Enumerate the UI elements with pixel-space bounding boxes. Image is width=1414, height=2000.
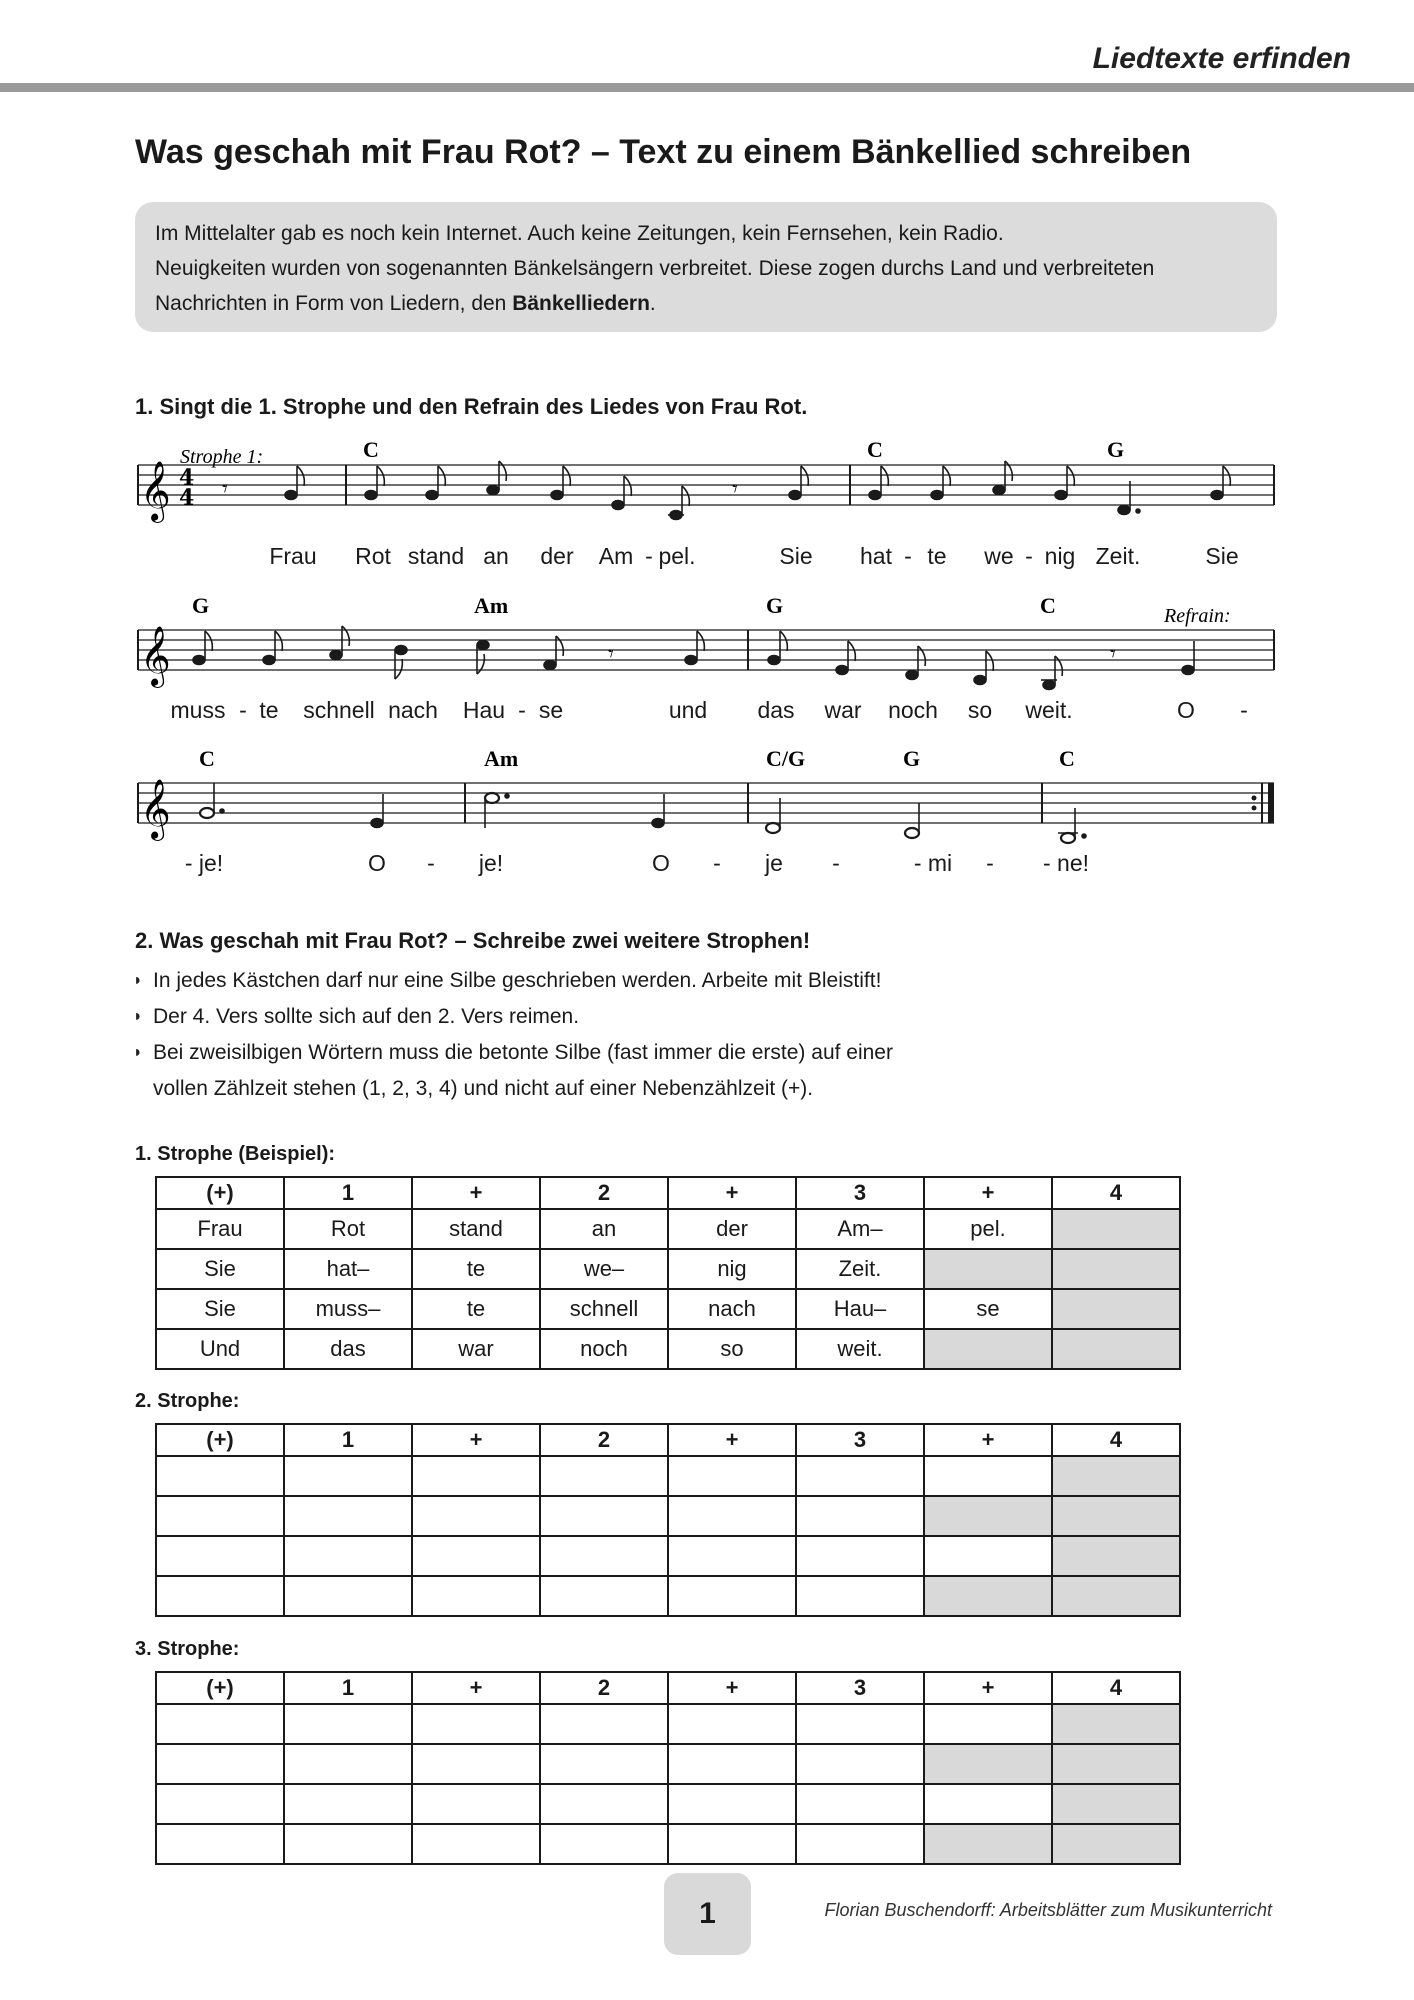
table-cell: Rot <box>284 1209 412 1249</box>
chord: G <box>1107 440 1125 462</box>
task2-heading: 2. Was geschah mit Frau Rot? – Schreibe zwei weitere Strophen! <box>135 928 811 953</box>
header-cell: + <box>924 1424 1052 1456</box>
table-row <box>156 1704 1180 1744</box>
writing-cell[interactable] <box>540 1576 668 1616</box>
writing-cell[interactable] <box>668 1576 796 1616</box>
table-header-row <box>156 1672 1180 1704</box>
table-cell: nig <box>668 1249 796 1289</box>
list-item-continuation: vollen Zählzeit stehen (1, 2, 3, 4) und nicht auf einer Nebenzählzeit (+). <box>153 1077 814 1100</box>
time-signature-top: 4 <box>179 465 195 491</box>
syllable: te <box>927 543 947 569</box>
header-title: Liedtexte erfinden <box>1092 42 1351 75</box>
writing-cell[interactable] <box>924 1456 1052 1496</box>
syllable: Sie <box>1205 543 1239 569</box>
table-cell: pel. <box>924 1209 1052 1249</box>
writing-cell[interactable] <box>668 1784 796 1824</box>
writing-cell[interactable] <box>412 1576 540 1616</box>
writing-cell[interactable] <box>668 1536 796 1576</box>
header-cell: 2 <box>540 1424 668 1456</box>
table-row <box>156 1456 1180 1496</box>
chord: Am <box>474 595 509 618</box>
syllable: Sie <box>779 543 813 569</box>
syllable: - <box>713 850 721 876</box>
table-row <box>156 1576 1180 1616</box>
bullet-icon: ◗ <box>133 972 143 989</box>
chord: C <box>199 748 215 771</box>
writing-cell[interactable] <box>540 1744 668 1784</box>
writing-cell[interactable] <box>284 1824 412 1864</box>
strophe3-label: 3. Strophe: <box>135 1638 240 1660</box>
table-row <box>156 1536 1180 1576</box>
header-cell: + <box>668 1672 796 1704</box>
lyrics-line-1 <box>0 543 1414 579</box>
syllable: noch <box>888 697 938 723</box>
table-cell: Frau <box>156 1209 284 1249</box>
header-cell: + <box>924 1672 1052 1704</box>
writing-cell[interactable] <box>924 1744 1052 1784</box>
table-cell: so <box>668 1329 796 1369</box>
list-item: ◗ In jedes Kästchen darf nur eine Silbe geschrieben werden. Arbeite mit Bleistift! <box>133 963 893 999</box>
table-cell: Zeit. <box>796 1249 924 1289</box>
header-cell: 2 <box>540 1672 668 1704</box>
writing-cell[interactable] <box>796 1496 924 1536</box>
writing-cell[interactable] <box>284 1496 412 1536</box>
writing-cell[interactable] <box>796 1456 924 1496</box>
info-bold-term: Bänkelliedern <box>512 292 650 315</box>
header-cell: + <box>412 1424 540 1456</box>
table-cell: stand <box>412 1209 540 1249</box>
syllable: O <box>1177 697 1195 723</box>
table-cell: Hau– <box>796 1289 924 1329</box>
strophe-label: Strophe 1: <box>180 446 264 468</box>
writing-cell[interactable] <box>668 1824 796 1864</box>
table-cell: an <box>540 1209 668 1249</box>
syllable: - ne! <box>1042 850 1090 876</box>
table-cell <box>1052 1249 1180 1289</box>
notes <box>285 461 1230 520</box>
writing-cell[interactable] <box>540 1496 668 1536</box>
writing-cell[interactable] <box>284 1536 412 1576</box>
info-box <box>135 202 1277 332</box>
strophe2-table <box>155 1423 1181 1617</box>
writing-cell[interactable] <box>796 1536 924 1576</box>
writing-cell[interactable] <box>540 1784 668 1824</box>
rest-icon: 𝄾 <box>732 477 738 502</box>
strophe1-label: 1. Strophe (Beispiel): <box>135 1143 336 1165</box>
writing-cell[interactable] <box>412 1536 540 1576</box>
syllable: - <box>904 543 912 569</box>
notes <box>193 626 1194 690</box>
task1-heading: 1. Singt die 1. Strophe und den Refrain des Liedes von Frau Rot. <box>135 394 808 419</box>
table-row <box>156 1744 1180 1784</box>
strophe3-table <box>155 1671 1181 1865</box>
refrain-label: Refrain: <box>1164 605 1231 627</box>
table-header-row <box>156 1424 1180 1456</box>
info-line: Nachrichten in Form von Liedern, den Bänkelliedern. <box>155 292 656 315</box>
table-header-row <box>156 1177 1180 1209</box>
table-row <box>156 1784 1180 1824</box>
writing-cell[interactable] <box>412 1456 540 1496</box>
writing-cell[interactable] <box>412 1784 540 1824</box>
strophe2-label: 2. Strophe: <box>135 1390 240 1412</box>
table-cell: Und <box>156 1329 284 1369</box>
chord: C <box>363 440 379 462</box>
writing-cell[interactable] <box>156 1824 284 1864</box>
header-cell: 3 <box>796 1672 924 1704</box>
info-line: Im Mittelalter gab es noch kein Internet. Auch keine Zeitungen, kein Fernsehen, kein Radio. <box>155 222 1004 245</box>
table-cell <box>1052 1329 1180 1369</box>
syllable: je <box>765 850 783 876</box>
table-row <box>156 1329 1180 1369</box>
table-cell: se <box>924 1289 1052 1329</box>
writing-cell[interactable] <box>796 1576 924 1616</box>
writing-cell[interactable] <box>284 1456 412 1496</box>
syllable: Zeit. <box>1095 543 1141 569</box>
syllable: - <box>1025 543 1033 569</box>
writing-cell[interactable] <box>1052 1824 1180 1864</box>
table-cell: Sie <box>156 1249 284 1289</box>
syllable: und <box>668 697 708 723</box>
header-cell: 1 <box>284 1672 412 1704</box>
writing-cell[interactable] <box>156 1784 284 1824</box>
syllable: stand <box>407 543 465 569</box>
table-cell <box>1052 1289 1180 1329</box>
header-rule <box>0 83 1414 92</box>
syllable: - <box>518 697 526 723</box>
writing-cell[interactable] <box>1052 1496 1180 1536</box>
bullet-icon: ◗ <box>133 1044 143 1061</box>
score-system-1 <box>130 440 1290 550</box>
writing-cell[interactable] <box>924 1704 1052 1744</box>
writing-cell[interactable] <box>284 1784 412 1824</box>
writing-cell[interactable] <box>1052 1704 1180 1744</box>
chord: C <box>1059 748 1075 771</box>
writing-cell[interactable] <box>540 1456 668 1496</box>
syllable: we <box>984 543 1014 569</box>
list-item: ◗ Der 4. Vers sollte sich auf den 2. Vers reimen. <box>133 999 893 1035</box>
writing-cell[interactable] <box>156 1744 284 1784</box>
table-cell <box>924 1249 1052 1289</box>
table-cell: te <box>412 1289 540 1329</box>
repeat-dot <box>1252 806 1257 811</box>
table-cell: war <box>412 1329 540 1369</box>
header-cell: (+) <box>156 1424 284 1456</box>
writing-cell[interactable] <box>668 1744 796 1784</box>
writing-cell[interactable] <box>924 1784 1052 1824</box>
syllable: - <box>1240 697 1248 723</box>
writing-cell[interactable] <box>156 1576 284 1616</box>
writing-cell[interactable] <box>796 1824 924 1864</box>
syllable: Am <box>598 543 634 569</box>
chord: C <box>1040 595 1056 618</box>
writing-cell[interactable] <box>412 1824 540 1864</box>
syllable: pel. <box>658 543 696 569</box>
table-cell: schnell <box>540 1289 668 1329</box>
writing-cell[interactable] <box>412 1744 540 1784</box>
rest-icon: 𝄾 <box>222 477 228 502</box>
final-barline <box>1268 783 1274 823</box>
syllable: so <box>967 697 993 723</box>
table-cell: muss– <box>284 1289 412 1329</box>
time-signature-bottom: 4 <box>179 485 195 511</box>
table-cell: Am– <box>796 1209 924 1249</box>
header-cell: 2 <box>540 1177 668 1209</box>
header-cell: 3 <box>796 1424 924 1456</box>
rest-icon: 𝄾 <box>1110 642 1116 667</box>
writing-cell[interactable] <box>156 1704 284 1744</box>
lyrics-line-2 <box>0 697 1414 733</box>
syllable: weit. <box>1025 697 1073 723</box>
writing-cell[interactable] <box>540 1704 668 1744</box>
writing-cell[interactable] <box>796 1744 924 1784</box>
chord: C/G <box>766 748 806 771</box>
table-cell: we– <box>540 1249 668 1289</box>
table-cell <box>1052 1209 1180 1249</box>
writing-cell[interactable] <box>1052 1536 1180 1576</box>
header-cell: + <box>668 1424 796 1456</box>
syllable: war <box>824 697 862 723</box>
syllable: der <box>540 543 574 569</box>
table-row <box>156 1209 1180 1249</box>
table-cell: hat– <box>284 1249 412 1289</box>
writing-cell[interactable] <box>1052 1456 1180 1496</box>
writing-cell[interactable] <box>796 1784 924 1824</box>
syllable: hat <box>860 543 892 569</box>
syllable: - <box>986 850 994 876</box>
writing-cell[interactable] <box>412 1704 540 1744</box>
header-cell: 1 <box>284 1424 412 1456</box>
syllable: nig <box>1044 543 1076 569</box>
writing-cell[interactable] <box>156 1456 284 1496</box>
syllable: O <box>368 850 386 876</box>
table-cell: weit. <box>796 1329 924 1369</box>
writing-cell[interactable] <box>540 1824 668 1864</box>
syllable: - <box>427 850 435 876</box>
score-system-2 <box>130 595 1290 705</box>
writing-cell[interactable] <box>1052 1576 1180 1616</box>
header-cell: 3 <box>796 1177 924 1209</box>
syllable: - <box>645 543 653 569</box>
writing-cell[interactable] <box>284 1744 412 1784</box>
table-row <box>156 1249 1180 1289</box>
syllable: Frau <box>269 543 317 569</box>
table-cell: te <box>412 1249 540 1289</box>
table-row <box>156 1496 1180 1536</box>
syllable: se <box>538 697 564 723</box>
syllable: Hau <box>462 697 506 723</box>
chord: Am <box>484 748 519 771</box>
table-row <box>156 1824 1180 1864</box>
syllable: muss <box>170 697 226 723</box>
chord: G <box>903 748 921 771</box>
writing-cell[interactable] <box>924 1496 1052 1536</box>
syllable: - je! <box>184 850 224 876</box>
writing-cell[interactable] <box>796 1704 924 1744</box>
lyrics-line-3 <box>0 850 1414 886</box>
table-cell: noch <box>540 1329 668 1369</box>
writing-cell[interactable] <box>924 1576 1052 1616</box>
table-cell: Sie <box>156 1289 284 1329</box>
treble-clef-icon: 𝄞 <box>140 461 171 521</box>
writing-cell[interactable] <box>924 1536 1052 1576</box>
table-cell <box>924 1329 1052 1369</box>
bullet-icon: ◗ <box>133 1008 143 1025</box>
page-number: 1 <box>664 1873 751 1955</box>
header-cell: 4 <box>1052 1424 1180 1456</box>
writing-cell[interactable] <box>540 1536 668 1576</box>
syllable: je! <box>478 850 504 876</box>
syllable: schnell <box>303 697 375 723</box>
table-row <box>156 1289 1180 1329</box>
header-cell: 1 <box>284 1177 412 1209</box>
treble-clef-icon: 𝄞 <box>140 779 171 839</box>
syllable: - <box>832 850 840 876</box>
syllable: - mi <box>913 850 953 876</box>
writing-cell[interactable] <box>156 1536 284 1576</box>
table-cell: das <box>284 1329 412 1369</box>
header-cell: + <box>668 1177 796 1209</box>
list-item: ◗ Bei zweisilbigen Wörtern muss die betonte Silbe (fast immer die erste) auf einer <box>133 1035 893 1071</box>
page-title: Was geschah mit Frau Rot? – Text zu einem Bänkellied schreiben <box>135 133 1192 171</box>
syllable: das <box>757 697 795 723</box>
header-cell: 4 <box>1052 1177 1180 1209</box>
treble-clef-icon: 𝄞 <box>140 626 171 686</box>
repeat-dot <box>1252 796 1257 801</box>
footer-credit: Florian Buschendorff: Arbeitsblätter zum Musikunterricht <box>824 1900 1272 1920</box>
writing-cell[interactable] <box>284 1576 412 1616</box>
header-cell: 4 <box>1052 1672 1180 1704</box>
writing-cell[interactable] <box>924 1824 1052 1864</box>
chord: G <box>192 595 210 618</box>
syllable: te <box>259 697 279 723</box>
writing-cell[interactable] <box>1052 1744 1180 1784</box>
header-cell: + <box>412 1177 540 1209</box>
writing-cell[interactable] <box>668 1456 796 1496</box>
strophe1-table <box>155 1176 1181 1370</box>
syllable: an <box>483 543 509 569</box>
info-line: Neuigkeiten wurden von sogenannten Bänkelsängern verbreitet. Diese zogen durchs Land und verbreiteten <box>155 257 1155 280</box>
score-system-3 <box>130 748 1290 858</box>
writing-cell[interactable] <box>284 1704 412 1744</box>
syllable: Rot <box>355 543 391 569</box>
chord: G <box>766 595 784 618</box>
syllable: O <box>652 850 670 876</box>
writing-cell[interactable] <box>1052 1784 1180 1824</box>
writing-cell[interactable] <box>156 1496 284 1536</box>
table-cell: der <box>668 1209 796 1249</box>
chord: C <box>867 440 883 462</box>
rest-icon: 𝄾 <box>608 642 614 667</box>
header-cell: (+) <box>156 1672 284 1704</box>
header-cell: + <box>924 1177 1052 1209</box>
writing-cell[interactable] <box>668 1496 796 1536</box>
header-cell: + <box>412 1672 540 1704</box>
header-cell: (+) <box>156 1177 284 1209</box>
instruction-list <box>133 963 893 1107</box>
table-cell: nach <box>668 1289 796 1329</box>
writing-cell[interactable] <box>412 1496 540 1536</box>
writing-cell[interactable] <box>668 1704 796 1744</box>
syllable: - <box>239 697 247 723</box>
syllable: nach <box>388 697 438 723</box>
